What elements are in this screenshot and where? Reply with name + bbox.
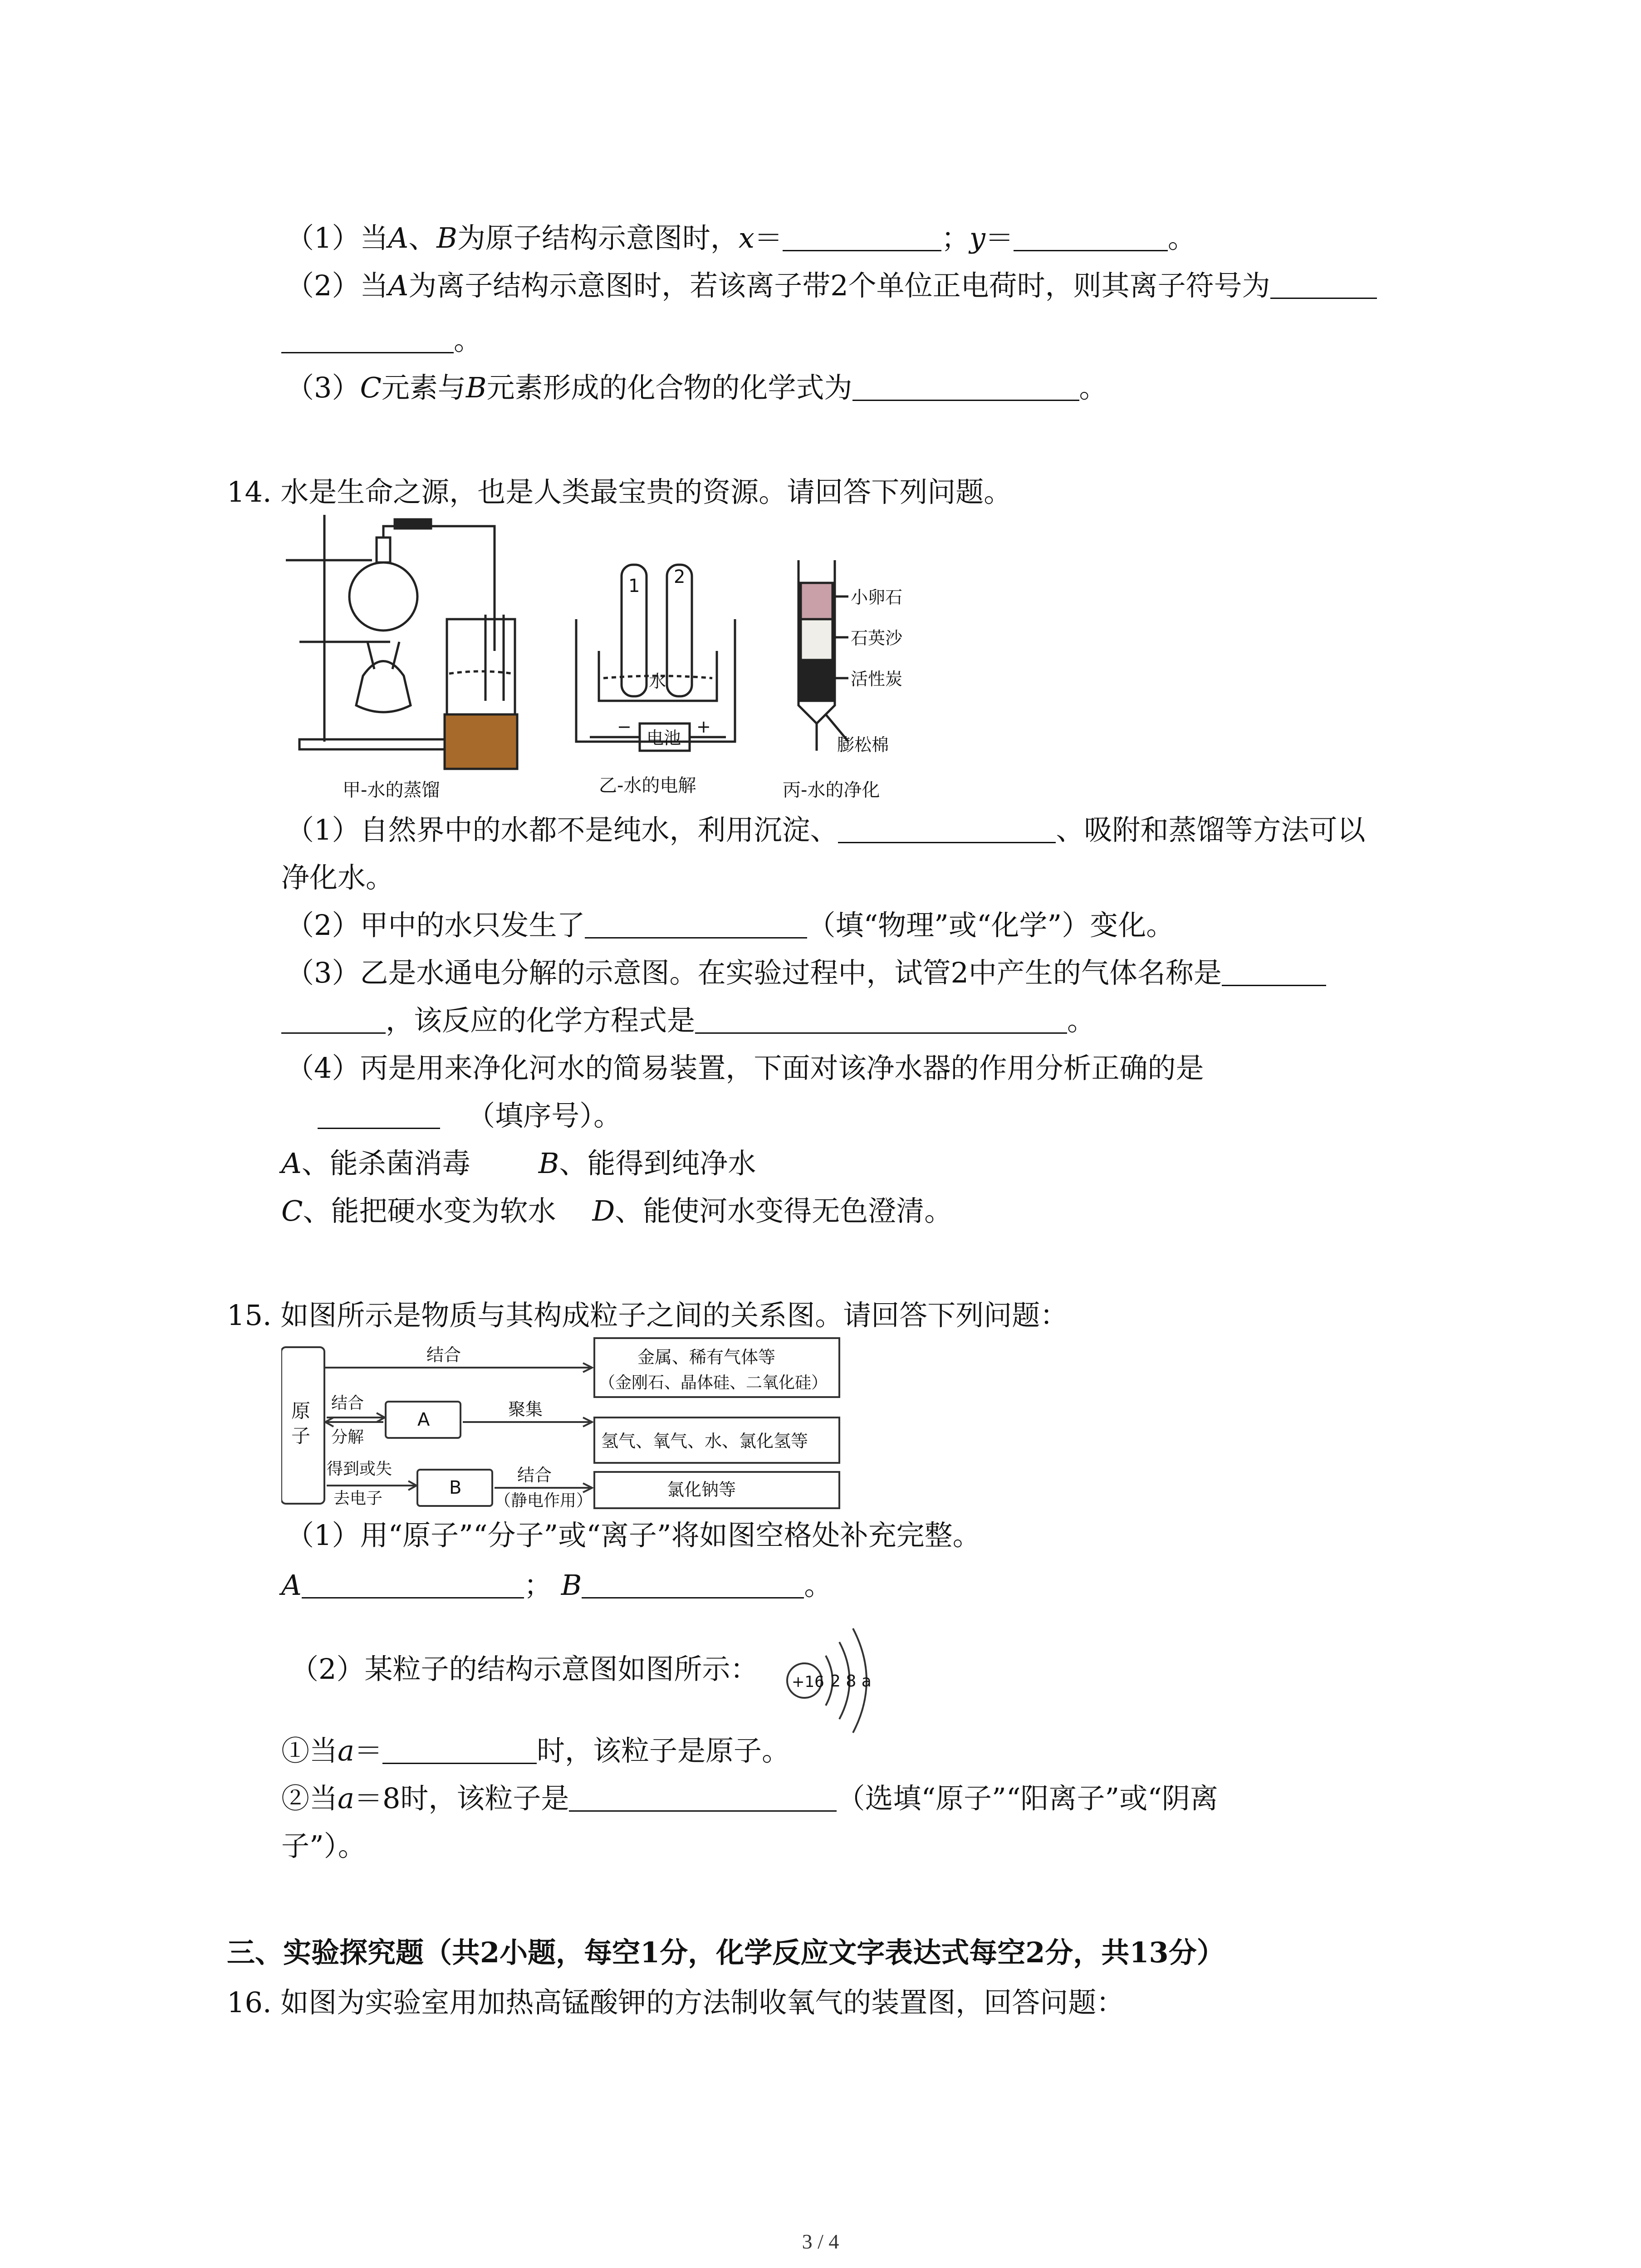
battery-label: 电池	[647, 728, 681, 748]
text: 。	[1079, 371, 1107, 404]
text: ，该反应的化学方程式是	[386, 1004, 696, 1037]
gain-lose-label-1: 得到或失	[327, 1460, 392, 1478]
answer-blank[interactable]	[695, 1004, 1067, 1034]
nucleus-charge: +16	[792, 1673, 824, 1691]
answer-a-label: A	[281, 1569, 302, 1602]
gain-lose-label-2: 去电子	[333, 1489, 383, 1508]
gather-label: 聚集	[508, 1399, 543, 1419]
option-a-letter: A	[281, 1147, 302, 1180]
text: A	[388, 269, 409, 302]
atom-label-2: 子	[291, 1425, 311, 1447]
text: ；	[524, 1569, 552, 1602]
text: ＝	[354, 1734, 382, 1767]
text: 时，该粒子是原子。	[537, 1734, 790, 1767]
answer-blank[interactable]	[783, 222, 941, 251]
layer-activated-carbon: 活性炭	[851, 669, 903, 689]
page-number: 3 / 4	[802, 2230, 839, 2253]
q14-part4-cont	[318, 1098, 622, 1134]
caption-distillation: 甲-水的蒸馏	[343, 780, 440, 801]
result-row2: 氢气、氧气、水、氯化氢等	[601, 1431, 808, 1451]
q14-part4: （4）丙是用来净化河水的简易装置，下面对该净水器的作用分析正确的是	[286, 1051, 1204, 1085]
answer-blank[interactable]	[1270, 269, 1377, 299]
box-a-label: A	[417, 1409, 430, 1430]
text: （填序号）。	[467, 1099, 622, 1132]
box-b-label: B	[449, 1477, 462, 1498]
option-d-letter: D	[592, 1194, 615, 1227]
caption-purification: 丙-水的净化	[783, 780, 880, 801]
option-b-text: 、能得到纯净水	[559, 1147, 756, 1180]
text: 。	[454, 323, 482, 357]
option-d-text: 、能使河水变得无色澄清。	[615, 1194, 953, 1227]
q15-part2: （2）某粒子的结构示意图如图所示：	[290, 1652, 759, 1686]
q15-case1	[281, 1733, 790, 1769]
text: （2）甲中的水只发生了	[286, 909, 585, 942]
option-c-letter: C	[281, 1194, 303, 1227]
caption-electrolysis: 乙-水的电解	[599, 775, 696, 796]
text: ＝	[985, 221, 1014, 254]
combine-label-3: 结合	[517, 1465, 552, 1485]
q14-stem: 14. 水是生命之源，也是人类最宝贵的资源。请回答下列问题。	[227, 475, 1012, 508]
filter-apparatus	[798, 560, 848, 751]
text: （3）乙是水通电分解的示意图。在实验过程中，试管2中产生的气体名称是	[286, 956, 1222, 989]
text: C	[360, 371, 382, 404]
result-row3: 氯化钠等	[667, 1480, 736, 1500]
q14-part3-cont	[281, 1002, 1095, 1039]
text: x	[738, 221, 754, 254]
text: ①当	[281, 1734, 338, 1767]
answer-blank[interactable]	[382, 1735, 537, 1764]
text: A	[388, 221, 409, 254]
text: 为离子结构示意图时，若该离子带2个单位正电荷时，则其离子符号为	[408, 269, 1270, 302]
q14-part1-cont: 净化水。	[281, 861, 394, 894]
q13-part2	[286, 268, 1377, 304]
minus-sign: −	[617, 717, 632, 737]
option-c-text: 、能把硬水变为软水	[303, 1194, 556, 1227]
distillation-apparatus	[286, 515, 517, 769]
layer-quartz-sand: 石英沙	[851, 628, 903, 648]
text: （选填“原子”“阳离子”或“阴离	[837, 1782, 1218, 1815]
answer-blank[interactable]	[569, 1782, 837, 1812]
text: 。	[1167, 221, 1196, 254]
q14-part3	[286, 955, 1326, 991]
text: 、	[408, 221, 437, 254]
q14-part1	[286, 812, 1365, 848]
q13-part2-cont	[281, 322, 482, 358]
atom-label-1: 原	[291, 1400, 311, 1422]
text: 。	[804, 1569, 833, 1602]
text: 、吸附和蒸馏等方法可以	[1056, 813, 1366, 846]
text: B	[465, 371, 487, 404]
text: B	[436, 221, 457, 254]
text: y	[969, 221, 985, 254]
result-row1-b: （金刚石、晶体硅、二氧化硅）	[599, 1374, 828, 1392]
text: a	[338, 1734, 354, 1767]
electrolysis-apparatus	[576, 565, 735, 751]
answer-blank-b[interactable]	[582, 1569, 804, 1598]
q14-part2	[286, 907, 1174, 943]
answer-blank[interactable]	[318, 1100, 440, 1129]
text: ②当	[281, 1782, 338, 1815]
q15-part1: （1）用“原子”“分子”或“离子”将如图空格处补充完整。	[286, 1519, 981, 1552]
answer-blank[interactable]	[585, 909, 807, 938]
text: a	[338, 1782, 354, 1815]
text: ＝8时，该粒子是	[354, 1782, 569, 1815]
q16-stem: 16. 如图为实验室用加热高锰酸钾的方法制收氧气的装置图，回答问题：	[227, 1986, 1125, 2019]
answer-blank[interactable]	[281, 324, 454, 353]
section-3-title: 三、实验探究题（共2小题，每空1分，化学反应文字表达式每空2分，共13分）	[227, 1936, 1225, 1969]
text: 元素与	[381, 371, 466, 404]
text: （1）当	[286, 221, 388, 254]
answer-b-label: B	[561, 1569, 582, 1602]
text: 元素形成的化合物的化学式为	[486, 371, 852, 404]
text: ＝	[754, 221, 783, 254]
answer-blank[interactable]	[1222, 957, 1326, 986]
option-a-text: 、能杀菌消毒	[301, 1147, 470, 1180]
text: 。	[1067, 1004, 1096, 1037]
layer-pebbles: 小卵石	[851, 587, 903, 607]
particle-structure-diagram	[783, 1622, 887, 1740]
plus-sign: +	[696, 717, 711, 737]
combine-label-2: 结合	[331, 1394, 364, 1413]
answer-blank[interactable]	[838, 814, 1056, 843]
q14-options-ab	[281, 1145, 756, 1182]
text: （2）当	[286, 269, 388, 302]
option-b-letter: B	[538, 1147, 559, 1180]
tube-label-1: 1	[628, 576, 640, 596]
text: ；	[941, 221, 970, 254]
text: 为原子结构示意图时，	[457, 221, 739, 254]
q15-stem: 15. 如图所示是物质与其构成粒子之间的关系图。请回答下列问题：	[227, 1299, 1068, 1332]
q15-case2	[281, 1780, 1218, 1817]
water-label: 水	[649, 671, 666, 691]
layer-cotton: 膨松棉	[837, 735, 889, 755]
q14-options-cd	[281, 1193, 952, 1229]
water-experiments-figure	[272, 506, 953, 805]
q13-part3	[286, 370, 1107, 406]
answer-blank[interactable]	[852, 371, 1079, 401]
answer-blank[interactable]	[281, 1004, 386, 1034]
combine-label: 结合	[426, 1345, 461, 1365]
text: （3）	[286, 371, 360, 404]
q15-part1-answers	[281, 1567, 832, 1603]
result-row1-a: 金属、稀有气体等	[637, 1347, 776, 1367]
electrostatic-label: （静电作用）	[495, 1491, 593, 1510]
answer-blank[interactable]	[1014, 222, 1168, 251]
text: （填“物理”或“化学”）变化。	[807, 909, 1175, 942]
answer-blank-a[interactable]	[302, 1569, 524, 1598]
text: （1）自然界中的水都不是纯水，利用沉淀、	[286, 813, 838, 846]
q15-case2-cont: 子”）。	[281, 1829, 366, 1862]
tube-label-2: 2	[674, 567, 686, 587]
electron-shells: 2 8 a	[830, 1672, 872, 1691]
q13-part1	[286, 220, 1196, 256]
particle-relation-diagram	[281, 1336, 853, 1517]
decompose-label: 分解	[331, 1428, 364, 1447]
